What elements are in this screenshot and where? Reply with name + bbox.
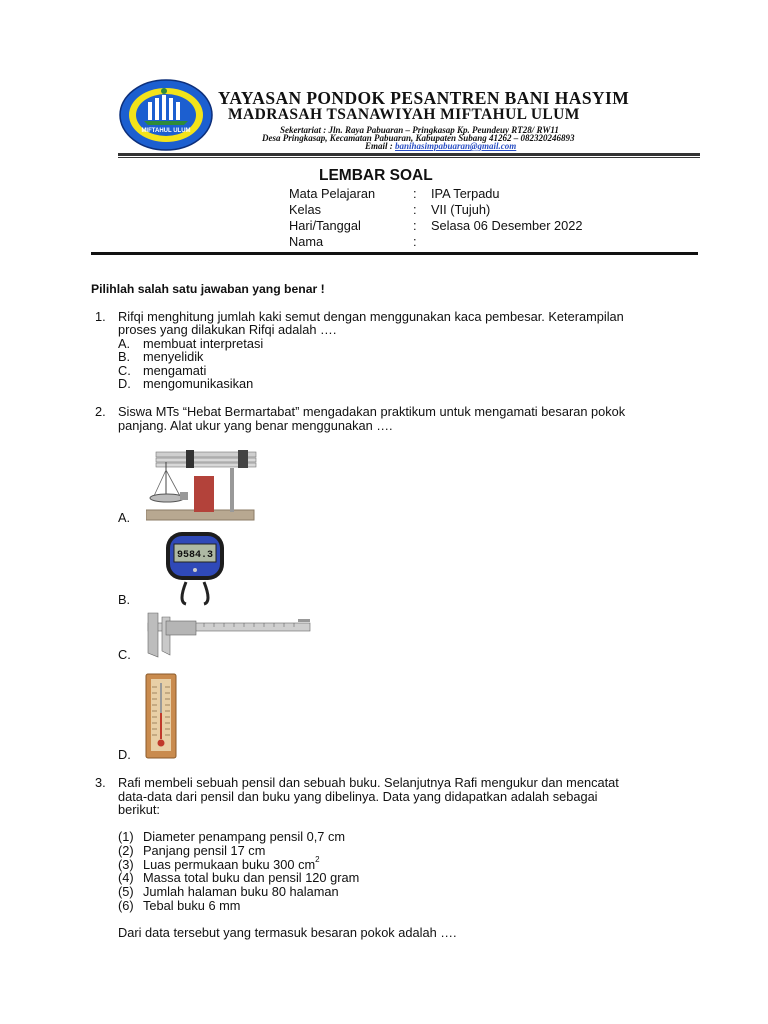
- question-text: berikut:: [118, 802, 160, 817]
- identity-label: Kelas: [289, 202, 322, 217]
- letterhead-divider-thin: [118, 157, 700, 158]
- option-text: mengomunikasikan: [143, 376, 254, 391]
- thermometer-image: [145, 673, 177, 759]
- identity-value: IPA Terpadu: [431, 186, 500, 201]
- instruction: Pilihlah salah satu jawaban yang benar !: [91, 282, 325, 296]
- letterhead-school: MADRASAH TSANAWIYAH MIFTAHUL ULUM: [228, 106, 580, 123]
- question-number: 2.: [95, 404, 106, 419]
- option-letter: A.: [118, 336, 131, 351]
- identity-label: Nama: [289, 234, 324, 249]
- option-text: membuat interpretasi: [143, 336, 264, 351]
- letterhead-foundation: YAYASAN PONDOK PESANTREN BANI HASYIM: [218, 88, 630, 108]
- letterhead-divider: [118, 153, 700, 156]
- item-text: Tebal buku 6 mm: [143, 898, 241, 913]
- email-label: Email :: [365, 141, 396, 151]
- email-link[interactable]: banihasimpabuaran@gmail.com: [395, 141, 517, 151]
- item-number: (1): [118, 829, 134, 844]
- question-text: Rafi membeli sebuah pensil dan sebuah buku. Selanjutnya Rafi mengukur dan mencatat: [118, 775, 619, 790]
- option-letter: B.: [118, 349, 131, 364]
- logo-text: MIFTAHUL ULUM: [141, 128, 191, 134]
- balance-image: [146, 448, 258, 522]
- item-number: (6): [118, 898, 134, 913]
- item-number: (3): [118, 857, 134, 872]
- identity-value: Selasa 06 Desember 2022: [431, 218, 583, 233]
- caliper-image: [144, 607, 312, 659]
- question-closing: Dari data tersebut yang termasuk besaran pokok adalah ….: [118, 925, 457, 940]
- identity-colon: :: [413, 218, 417, 233]
- item-text: Diameter penampang pensil 0,7 cm: [143, 829, 346, 844]
- item-number: (5): [118, 884, 134, 899]
- option-letter: C.: [118, 363, 131, 378]
- question-number: 3.: [95, 775, 106, 790]
- option-text: mengamati: [143, 363, 207, 378]
- item-text: Panjang pensil 17 cm: [143, 843, 266, 858]
- option-letter: B.: [118, 592, 131, 607]
- school-logo: [118, 78, 214, 152]
- question-text: data-data dari pensil dan buku yang dibelinya. Data yang didapatkan adalah sebagai: [118, 789, 598, 804]
- item-number: (4): [118, 870, 134, 885]
- identity-colon: :: [413, 186, 417, 201]
- stopwatch-display: 9584.3: [176, 550, 214, 561]
- option-letter: C.: [118, 647, 131, 662]
- page-title: LEMBAR SOAL: [319, 167, 433, 184]
- item-text: Massa total buku dan pensil 120 gram: [143, 870, 360, 885]
- item-number: (2): [118, 843, 134, 858]
- item-text: Luas permukaan buku 300 cm: [143, 857, 316, 872]
- identity-value: VII (Tujuh): [431, 202, 491, 217]
- letterhead-secretariat: Sekertariat : Jln. Raya Pabuaran – Pringkasap Kp. Peundeuy RT28/ RW11: [280, 125, 559, 135]
- question-text: panjang. Alat ukur yang benar menggunakan ….: [118, 418, 393, 433]
- stopwatch-image: [164, 528, 226, 606]
- option-letter: D.: [118, 747, 131, 762]
- identity-label: Mata Pelajaran: [289, 186, 376, 201]
- option-text: menyelidik: [143, 349, 204, 364]
- question-text: Rifqi menghitung jumlah kaki semut dengan menggunakan kaca pembesar. Keterampilan: [118, 309, 624, 324]
- identity-label: Hari/Tanggal: [289, 218, 361, 233]
- question-number: 1.: [95, 309, 106, 324]
- item-text: Jumlah halaman buku 80 halaman: [143, 884, 339, 899]
- option-letter: A.: [118, 510, 131, 525]
- identity-colon: :: [413, 202, 417, 217]
- question-text: Siswa MTs “Hebat Bermartabat” mengadakan praktikum untuk mengamati besaran pokok: [118, 404, 626, 419]
- header-divider: [91, 252, 698, 255]
- letterhead-address: Desa Pringkasap, Kecamatan Pabuaran, Kabupaten Subang 41262 – 082320246893: [262, 133, 575, 143]
- superscript: 2: [315, 854, 320, 864]
- option-letter: D.: [118, 376, 131, 391]
- identity-colon: :: [413, 234, 417, 249]
- letterhead-email-line: [365, 141, 516, 151]
- question-text: proses yang dilakukan Rifqi adalah ….: [118, 322, 337, 337]
